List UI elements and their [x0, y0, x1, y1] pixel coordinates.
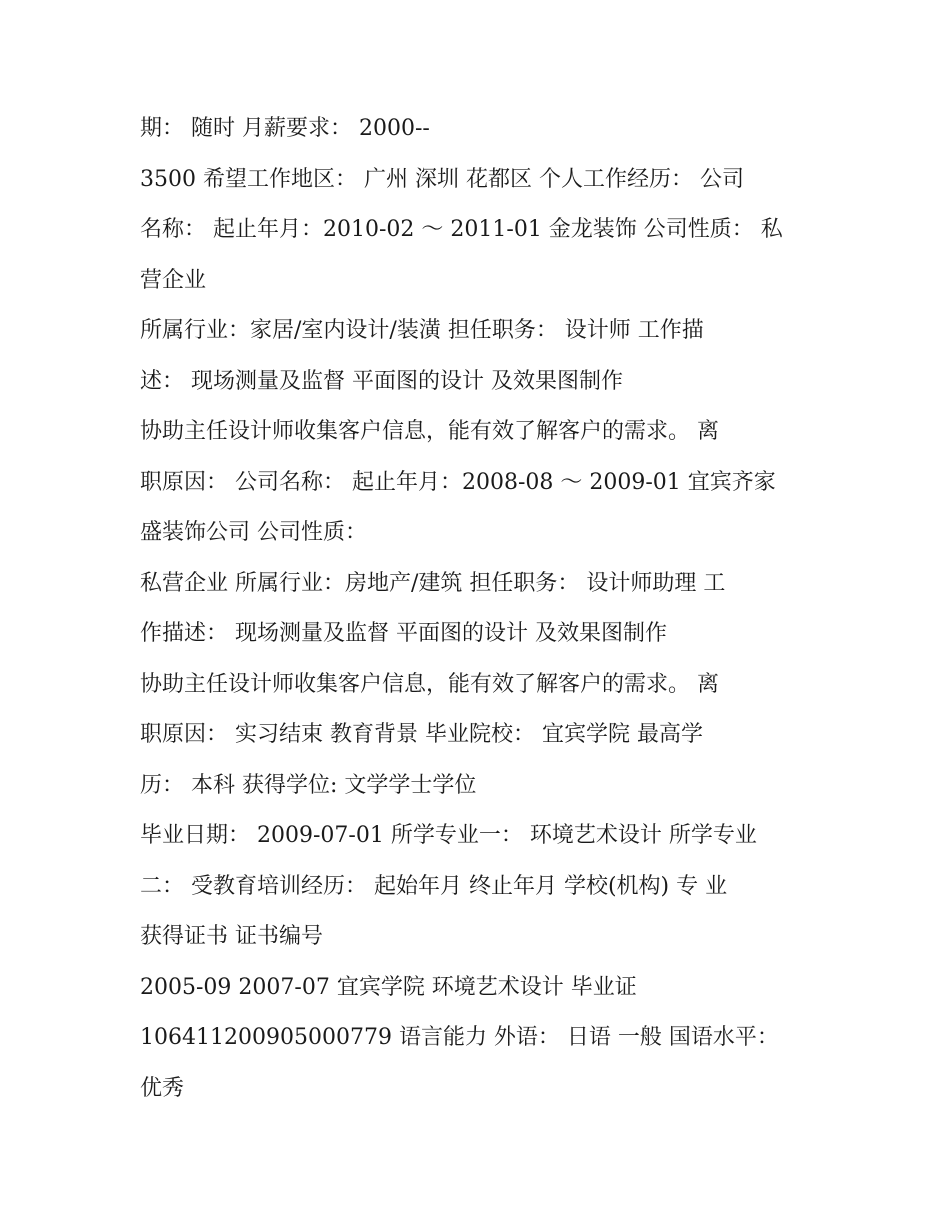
text-line: 所属行业：家居/室内设计/装潢 担任职务： 设计师 工作描: [140, 318, 704, 343]
text-line: 协助主任设计师收集客户信息，能有效了解客户的需求。 离: [140, 419, 719, 444]
resume-text-block: [140, 104, 820, 1114]
text-line: 名称： 起止年月：2010-02 ～ 2011-01 金龙装饰 公司性质： 私: [140, 217, 783, 242]
text-line: 历： 本科 获得学位: 文学学士学位: [140, 772, 477, 798]
text-line: 优秀: [140, 1075, 185, 1101]
text-line: 获得证书 证书编号: [140, 924, 323, 949]
text-line: 述： 现场测量及监督 平面图的设计 及效果图制作: [140, 368, 623, 394]
text-line: 二： 受教育培训经历： 起始年月 终止年月 学校(机构) 专 业: [140, 873, 728, 899]
text-line: 盛装饰公司 公司性质：: [140, 520, 367, 545]
text-line: 3500 希望工作地区： 广州 深圳 花都区 个人工作经历： 公司: [140, 166, 744, 192]
text-line: 2005-09 2007-07 宜宾学院 环境艺术设计 毕业证: [140, 974, 637, 1000]
text-line: 私营企业 所属行业：房地产/建筑 担任职务： 设计师助理 工: [140, 570, 726, 596]
text-line: 10641120090500077​9 语言能力 外语： 日语 一般 国语水平：: [140, 1025, 779, 1050]
text-line: 期： 随时 月薪要求： 2000--: [140, 116, 430, 141]
text-line: 作描述： 现场测量及监督 平面图的设计 及效果图制作: [140, 621, 667, 646]
text-line: 职原因： 公司名称： 起止年月：2008-08 ～ 2009-01 宜宾齐家: [140, 469, 776, 495]
text-line: 毕业日期： 2009-07-01 所学专业一： 环境艺术设计 所学专业: [140, 823, 757, 848]
text-line: 协助主任设计师收集客户信息，能有效了解客户的需求。 离: [140, 671, 719, 697]
text-line: 营企业: [140, 267, 207, 293]
text-line: 职原因： 实习结束 教育背景 毕业院校： 宜宾学院 最高学: [140, 722, 703, 747]
